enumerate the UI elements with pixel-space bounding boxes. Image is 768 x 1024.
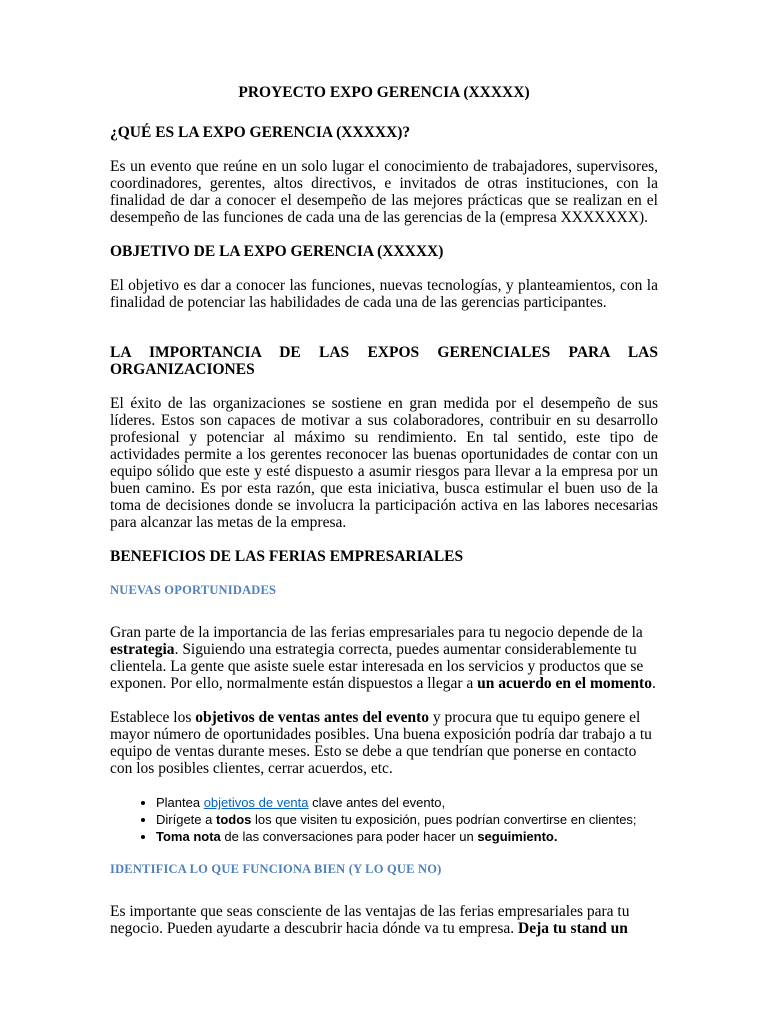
bold-text: objetivos de ventas antes del evento [195,709,430,726]
text: clave antes del evento, [308,795,446,810]
document-title: PROYECTO EXPO GERENCIA (XXXXX) [238,84,530,101]
bold-text: estrategia [110,641,175,658]
subheading-nuevas-oportunidades: NUEVAS OPORTUNIDADES [110,583,277,597]
text: Gran parte de la importancia de las ferias empresariales para tu negocio depende de la [110,624,643,641]
document-page [110,84,658,954]
bullet-list [110,794,658,845]
text: . [651,675,656,692]
paragraph-que-es: Es un evento que reúne en un solo lugar el conocimiento de trabajadores, supervisores, coordinadores, gerentes, altos directivos, e invitados de otras instituciones, con la finalidad de dar a conocer el desempeño de las mejores prácticas que se realizan en el desempeño de las funciones de cada una de las gerencias de la (empresa XXXXXXX). [110,158,658,226]
heading-beneficios: BENEFICIOS DE LAS FERIAS EMPRESARIALES [110,548,464,565]
text: Establece los [110,709,196,726]
text: de las conversaciones para poder hacer un [220,829,478,844]
text: los que visiten tu exposición, pues podrían convertirse en clientes; [251,812,637,827]
list-item [156,828,658,845]
list-item [156,794,658,811]
heading-que-es: ¿QUÉ ES LA EXPO GERENCIA (XXXXX)? [110,124,411,141]
bold-text: Deja tu stand un [518,920,628,937]
text: . Siguiendo una estrategia correcta, puedes aumentar considerablemente tu clientela. La gente que asiste suele estar interesada en los servicios y productos que se exponen. Por ello, normalmente están dispuestos a llegar a [110,641,644,692]
heading-objetivo: OBJETIVO DE LA EXPO GERENCIA (XXXXX) [110,243,444,260]
heading-importancia: LA IMPORTANCIA DE LAS EXPOS GERENCIALES PARA LAS ORGANIZACIONES [110,344,658,378]
list-item [156,811,658,828]
text: Plantea [156,795,204,810]
text: Dirígete a [156,812,216,827]
bold-text: todos [215,812,252,827]
paragraph-importancia: El éxito de las organizaciones se sostiene en gran medida por el desempeño de sus líderes. Estos son capaces de motivar a sus colaboradores, contribuir en su desarrollo profesional y potenciar al máximo su rendimiento. En tal sentido, este tipo de actividades permite a los gerentes reconocer las buenas oportunidades de contar con un equipo sólido que este y esté dispuesto a asumir riesgos para llevar a la empresa por un buen camino. Es por esta razón, que esta iniciativa, busca estimular el buen uso de la toma de decisiones donde se involucra la participación activa en las labores necesarias para alcanzar las metas de la empresa. [110,395,658,531]
objetivos-de-venta-link[interactable]: objetivos de venta [203,795,309,810]
bold-text: un acuerdo en el momento [477,675,652,692]
paragraph-estrategia [110,624,658,692]
spacer [110,328,658,344]
text: Es importante que seas consciente de las ventajas de las ferias empresariales para tu negocio. Pueden ayudarte a descubrir hacia dónde va tu empresa. [110,903,630,937]
paragraph-objetivo: El objetivo es dar a conocer las funciones, nuevas tecnologías, y planteamientos, con la finalidad de potenciar las habilidades de cada una de las gerencias participantes. [110,277,658,311]
bold-text: seguimiento. [477,829,558,844]
paragraph-objetivos-ventas [110,709,658,777]
text: y procura que tu equipo genere el mayor número de oportunidades posibles. Una buena exposición podría dar trabajo a tu equipo de ventas durante meses. Esto se debe a que tendrían que ponerse en contacto con los posibles clientes, cerrar acuerdos, etc. [110,709,652,777]
subheading-identifica: IDENTIFICA LO QUE FUNCIONA BIEN (Y LO QUE NO) [110,862,442,876]
paragraph-ventajas [110,903,658,937]
bold-text: Toma nota [156,829,221,844]
